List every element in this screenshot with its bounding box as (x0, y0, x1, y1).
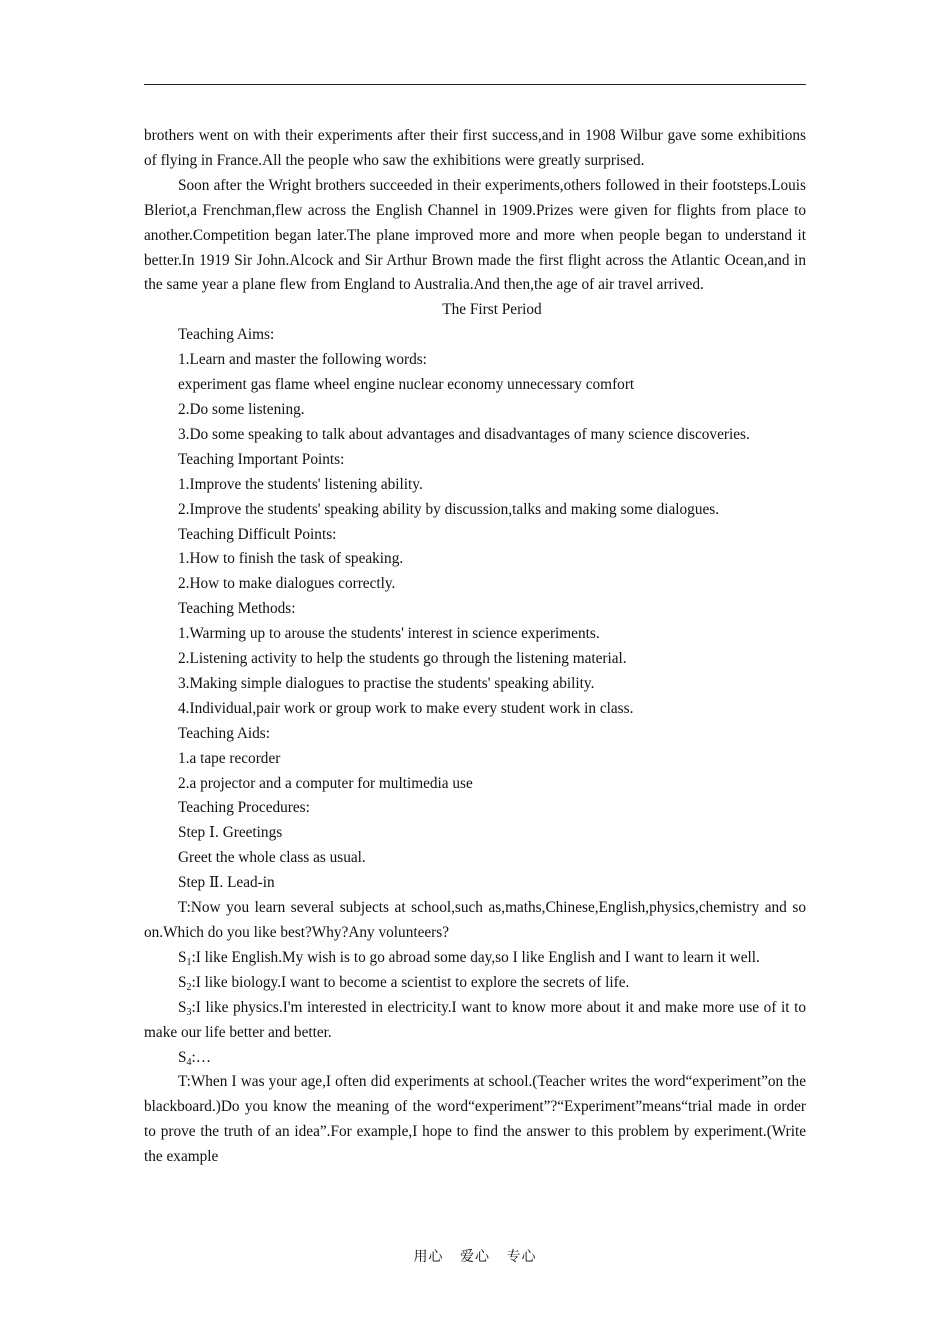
student-line-3: $S_3:I$ like physics.I'm interested in electricity.I want to know more about it and make more use of it to make our life better and better. (144, 998, 806, 1041)
word-list: experiment gas flame wheel engine nuclear economy unnecessary comfort (178, 376, 635, 394)
footer-text: 爱心 (460, 1250, 490, 1265)
heading-teaching-methods: Teaching Methods: (178, 600, 296, 618)
step-2-heading: Step Ⅱ. Lead-in (178, 874, 275, 892)
heading-teaching-procedures: Teaching Procedures: (178, 799, 310, 817)
footer-text: 用心 (413, 1250, 444, 1265)
list-item: 1.Improve the students' listening ability. (178, 475, 423, 493)
period-title: The First Period (442, 301, 542, 319)
step-1-text: Greet the whole class as usual. (178, 849, 366, 867)
heading-important-points: Teaching Important Points: (178, 450, 345, 468)
list-item: 1.Warming up to arouse the students' interest in science experiments. (178, 625, 600, 643)
list-item: 4.Individual,pair work or group work to make every student work in class. (178, 699, 634, 717)
teacher-line-1: T:Now you learn several subjects at school,such as,maths,Chinese,English,physics,chemistry and so on.Which do you like best?Why?Any volunteers? (144, 899, 806, 941)
list-item: 3.Making simple dialogues to practise the students' speaking ability. (178, 674, 595, 692)
document-body (144, 124, 806, 1170)
list-item: 1.Learn and master the following words: (178, 351, 427, 369)
list-item: 1.How to finish the task of speaking. (178, 550, 404, 568)
heading-teaching-aims: Teaching Aims: (178, 326, 275, 344)
student-line-4: $S_4:\dots$ (178, 1048, 212, 1068)
header-rule (144, 84, 806, 85)
intro-paragraph-1: brothers went on with their experiments after their first success,and in 1908 Wilbur gave some exhibitions of flying in France.All the people who saw the exhibitions were greatly surprised. (144, 127, 806, 169)
list-item: 2.a projector and a computer for multimedia use (178, 774, 473, 792)
list-item: 1.a tape recorder (178, 749, 281, 767)
intro-paragraph-2: Soon after the Wright brothers succeeded in their experiments,others followed in their footsteps.Louis Bleriot,a Frenchman,flew across the English Channel in 1909.Prizes were given for flights from place to another.Competition began later.The plane improved more and more when people began to understand it better.In 1919 Sir John.Alcock and Sir Arthur Brown made the first flight across the Atlantic Ocean,and in the same year a plane flew from England to Australia.And then,the age of air travel arrived. (144, 176, 806, 294)
list-item: 3.Do some speaking to talk about advantages and disadvantages of many science discoveries. (178, 425, 750, 443)
heading-teaching-aids: Teaching Aids: (178, 724, 270, 742)
list-item: 2.How to make dialogues correctly. (178, 575, 396, 593)
heading-difficult-points: Teaching Difficult Points: (178, 525, 337, 543)
footer-text: 专心 (506, 1250, 537, 1265)
list-item: 2.Listening activity to help the students go through the listening material. (178, 650, 627, 668)
student-line-2: $S_2:I$ like biology.I want to become a scientist to explore the secrets of life. (178, 973, 630, 993)
list-item: 2.Improve the students' speaking ability by discussion,talks and making some dialogues. (178, 500, 720, 518)
list-item: 2.Do some listening. (178, 400, 305, 418)
teacher-line-2: T:When I was your age,I often did experiments at school.(Teacher writes the word“experiment”on the blackboard.)Do you know the meaning of the word“experiment”?“Experiment”means“trial made in order to prove the truth of an idea”.For example,I hope to find the answer to this problem by experiment.(Write the example (144, 1073, 806, 1166)
page-footer (0, 1246, 950, 1271)
student-line-1: $S_1:I$ like English.My wish is to go abroad some day,so I like English and I want to learn it well. (178, 948, 760, 968)
step-1-heading: Step Ⅰ. Greetings (178, 824, 283, 842)
